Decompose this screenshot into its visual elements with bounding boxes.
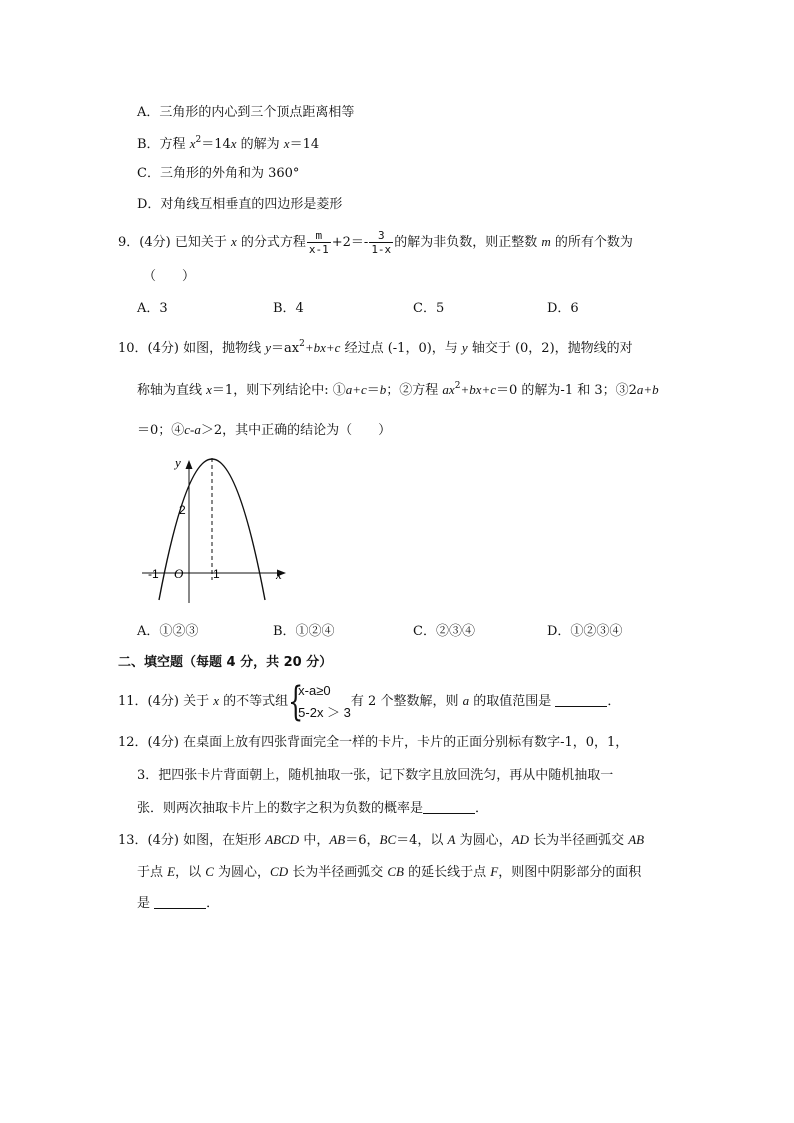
q13-line3: 是 ．	[137, 896, 220, 911]
q12-line2: 3．把四张卡片背面朝上，随机抽取一张，记下数字且放回洗匀，再从中随机抽取一	[137, 768, 614, 783]
q11-stem: 11．(4分) 关于 x 的不等式组 { x-a≥0 5-2x ＞ 3 有 2 个整数解，则 a 的取值范围是 ．	[118, 678, 621, 725]
q9-stem: 9．(4分) 已知关于 x 的分式方程 $\frac{m}{x-1}$ +2＝- $\frac{3}{1-x}$ 的解为非负数，则正整数 m 的所有个数为	[118, 229, 633, 256]
tick-label-1: 1	[213, 567, 220, 581]
q11-answer-blank[interactable]	[555, 694, 607, 707]
tick-label-2: 2	[179, 503, 186, 517]
q10-stem-line3: ＝0；④c-a＞2，其中正确的结论为（ ）	[137, 422, 392, 438]
y-axis-label: y	[175, 456, 181, 470]
x-axis-label: x	[276, 567, 282, 582]
q10-option-c: C．②③④	[413, 624, 475, 639]
q9-answer-paren: （ ）	[143, 269, 196, 284]
q9-fraction-1: $\frac{m}{x-1}$	[308, 229, 329, 256]
q13-answer-blank[interactable]	[154, 896, 206, 909]
q10-option-b: B．①②④	[273, 624, 335, 639]
q13-line1: 13．(4分) 如图，在矩形 ABCD 中，AB＝6，BC＝4，以 A 为圆心，AD 长为半径画弧交 AB	[118, 832, 645, 848]
q10-stem-line1: 10．(4分) 如图，抛物线 $y=ax^2+bx+c$ 经过点 (-1，0)，与 y 轴交于 (0，2)，抛物线的对	[118, 339, 633, 356]
q8-option-b: B．方程 $x^2=14x$ 的解为 x＝14	[137, 135, 320, 152]
q10-stem-line2: 称轴为直线 x＝1，则下列结论中: ①a+c＝b；②方程 $ax^2+bx+c=0$ 的解为-1 和 3；③2a+b	[137, 381, 659, 398]
q10-parabola-graph	[138, 456, 298, 606]
q9-option-a: A．3	[137, 301, 168, 316]
q8-option-d: D．对角线互相垂直的四边形是菱形	[137, 197, 343, 212]
q8-option-a: A．三角形的内心到三个顶点距离相等	[137, 105, 355, 120]
q9-fraction-2: $\frac{3}{1-x}$	[371, 229, 392, 256]
q12-line3: 张．则两次抽取卡片上的数字之积为负数的概率是 ．	[137, 801, 489, 816]
q8-option-c: C．三角形的外角和为 360°	[137, 166, 300, 181]
section-title-fill-in: 二、填空题（每题 4 分，共 20 分）	[118, 655, 333, 670]
q9-option-b: B．4	[273, 301, 304, 316]
origin-label: O	[174, 566, 184, 581]
y-axis-arrow	[186, 460, 193, 469]
q11-inequality-system: { x-a≥0 5-2x ＞ 3	[288, 678, 351, 725]
q10-option-d: D．①②③④	[547, 624, 623, 639]
q9-option-d: D．6	[547, 301, 579, 316]
q10-option-a: A．①②③	[137, 624, 199, 639]
q13-line2: 于点 E，以 C 为圆心，CD 长为半径画弧交 CB 的延长线于点 F，则图中阴影部分的面积	[137, 864, 642, 880]
tick-label-neg1: -1	[148, 567, 159, 581]
q12-line1: 12．(4分) 在桌面上放有四张背面完全一样的卡片，卡片的正面分别标有数字-1，0，1，	[118, 735, 629, 750]
q9-option-c: C．5	[413, 301, 445, 316]
q12-answer-blank[interactable]	[423, 801, 475, 814]
